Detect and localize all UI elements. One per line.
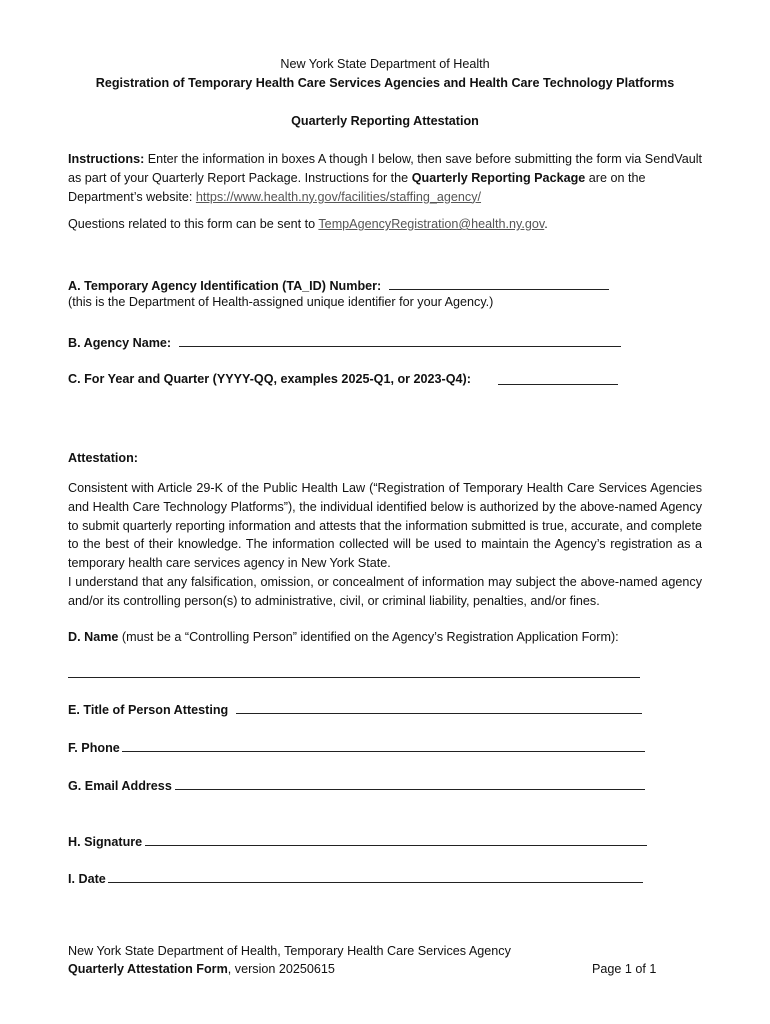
field-g-row: [68, 777, 645, 793]
field-a-input-line[interactable]: [389, 277, 609, 290]
field-i-label: I. Date: [68, 872, 106, 886]
questions-period: .: [544, 217, 548, 231]
page-number: Page 1 of 1: [592, 962, 657, 976]
header-registration-title: Registration of Temporary Health Care Services Agencies and Health Care Technology Platforms: [95, 76, 675, 90]
field-i-input-line[interactable]: [108, 870, 643, 883]
field-b-row: [68, 334, 621, 350]
field-h-row: [68, 833, 647, 849]
instructions-text-2: are on the Department’s website:: [68, 170, 646, 204]
quarterly-package-term: Quarterly Reporting Package: [411, 170, 586, 185]
attestation-paragraph: [68, 479, 702, 611]
field-e-input-line[interactable]: [236, 701, 642, 714]
form-title: Quarterly Reporting Attestation: [291, 114, 479, 128]
field-a-row: [68, 277, 609, 293]
field-f-label: F. Phone: [68, 741, 120, 755]
field-e-row: [68, 701, 642, 717]
footer-version: , version 20250615: [227, 962, 335, 976]
field-h-label: H. Signature: [68, 835, 143, 849]
header-department: New York State Department of Health: [280, 57, 490, 71]
footer-form-name: Quarterly Attestation Form: [68, 962, 228, 976]
field-c-label: C. For Year and Quarter (YYYY-QQ, examples 2025-Q1, or 2023-Q4):: [68, 372, 471, 386]
field-g-input-line[interactable]: [175, 777, 645, 790]
questions-line: [68, 217, 548, 231]
field-d-row: [68, 630, 619, 644]
footer-department: New York State Department of Health, Temporary Health Care Services Agency: [68, 944, 511, 958]
field-b-label: B. Agency Name:: [68, 336, 172, 350]
field-d-input-line[interactable]: [68, 665, 640, 678]
field-c-input-line[interactable]: [498, 372, 618, 385]
instructions-paragraph: [68, 150, 702, 206]
instructions-text-1: Enter the information in boxes A though I below, then save before submitting the form via SendVault as part of your Quarterly Report Package. Instructions for the: [68, 152, 702, 185]
instructions-label: Instructions:: [68, 152, 145, 166]
field-a-label: A. Temporary Agency Identification (TA_ID) Number:: [68, 279, 382, 293]
field-b-input-line[interactable]: [179, 334, 621, 347]
registration-email-link[interactable]: TempAgencyRegistration@health.ny.gov: [318, 217, 545, 231]
footer-form-info: [68, 962, 335, 976]
field-e-label: E. Title of Person Attesting: [68, 703, 229, 717]
field-f-input-line[interactable]: [122, 739, 645, 752]
field-h-input-line[interactable]: [145, 833, 647, 846]
attestation-text: Consistent with Article 29-K of the Public Health Law (“Registration of Temporary Health Care Services Agencies and Health Care Technology Platforms”), the individual identified below is authorized by the above-named Agency to submit quarterly reporting information and attests that the information submitted is true, accurate, and complete to the best of their knowledge. The information collected will be used to maintain the Agency’s registration as a temporary health care services agency in New York State.: [68, 481, 702, 571]
attestation-liability-text: I understand that any falsification, omission, or concealment of information may subject the above-named agency and/or its controlling person(s) to administrative, civil, or criminal liability, penalties, and/or fines.: [68, 574, 702, 608]
field-a-note: (this is the Department of Health-assigned unique identifier for your Agency.): [68, 295, 494, 309]
field-f-row: [68, 739, 645, 755]
field-d-note: (must be a “Controlling Person” identified on the Agency’s Registration Application Form):: [118, 630, 619, 644]
field-g-label: G. Email Address: [68, 779, 172, 793]
field-d-label: D. Name: [68, 630, 119, 644]
attestation-heading: Attestation:: [68, 451, 138, 465]
field-c-row: [68, 372, 471, 386]
staffing-agency-link[interactable]: https://www.health.ny.gov/facilities/staffing_agency/: [195, 189, 482, 204]
field-i-row: [68, 870, 643, 886]
questions-text: Questions related to this form can be sent to: [68, 217, 319, 231]
